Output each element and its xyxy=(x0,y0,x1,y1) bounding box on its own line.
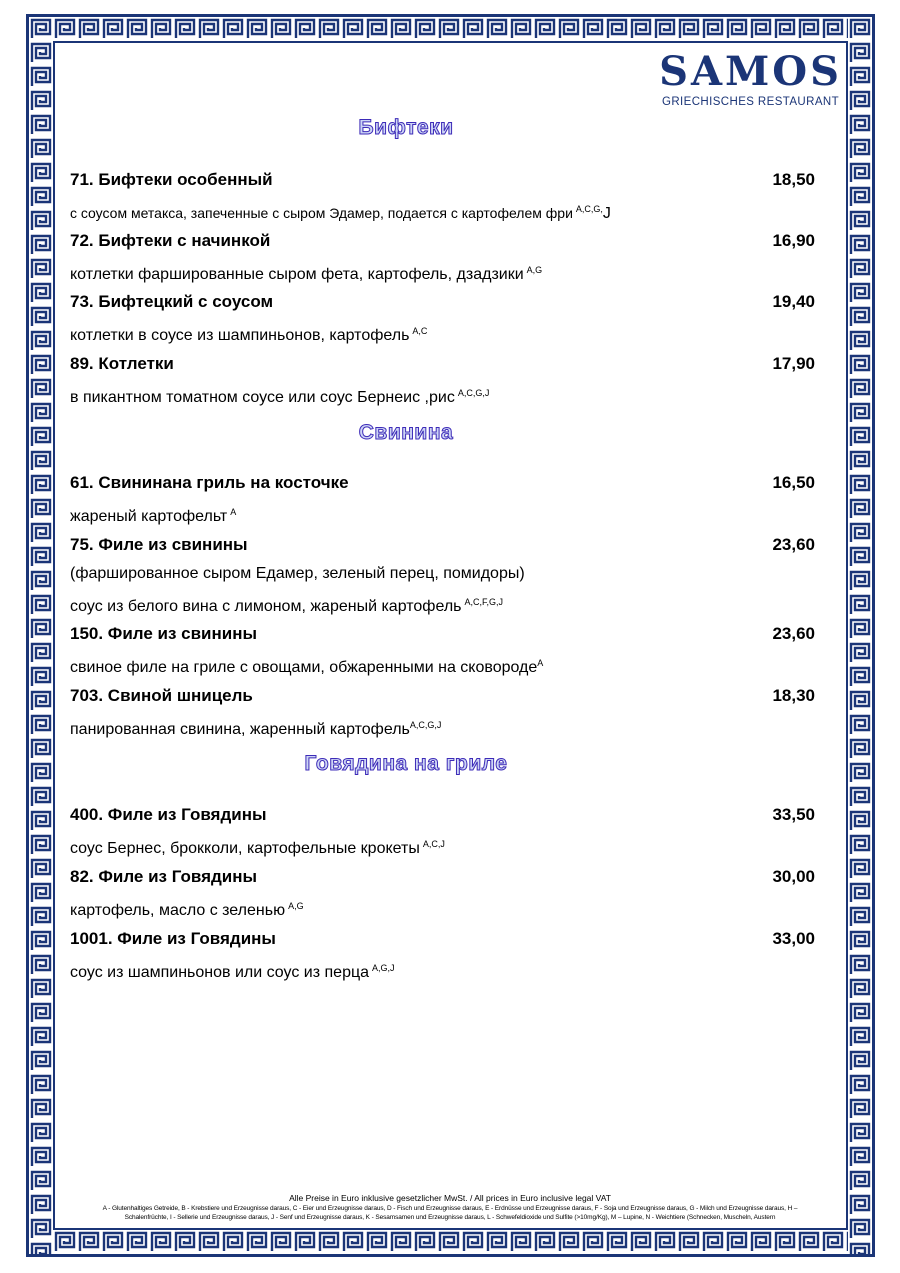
menu-item xyxy=(70,473,815,530)
item-name: 72. Бифтеки с начинкой xyxy=(70,231,271,250)
menu-item xyxy=(70,292,815,349)
allergen-codes: A xyxy=(230,507,237,517)
samos-logo xyxy=(659,48,842,108)
menu-item xyxy=(70,929,815,986)
allergen-codes: A,C,F,G,J xyxy=(464,597,504,607)
section-heading-biftek: Бифтеки xyxy=(358,116,454,139)
menu-item xyxy=(70,170,815,227)
menu-item xyxy=(70,805,815,862)
meander-band-right xyxy=(848,17,872,1254)
allergen-codes: A xyxy=(537,658,544,668)
item-price: 16,90 xyxy=(772,231,815,250)
item-name: 703. Свиной шницель xyxy=(70,686,253,705)
item-description: в пикантном томатном соусе или соус Бернеис ,рис $^{A,C,G,J}$ xyxy=(70,388,490,406)
item-description: котлетки фаршированные сыром фета, картофель, дзадзики $^{A,G}$ xyxy=(70,265,543,283)
meander-band-top xyxy=(29,17,872,41)
item-name: 150. Филе из свинины xyxy=(70,624,258,643)
menu-item xyxy=(70,686,815,743)
meander-band-left xyxy=(29,17,53,1254)
item-price: 30,00 xyxy=(772,867,815,886)
menu-item xyxy=(70,535,815,620)
item-name: 73. Бифтецкий с соусом xyxy=(70,292,274,311)
allergen-codes: A,C,J xyxy=(422,839,445,849)
item-price: 19,40 xyxy=(772,292,815,311)
item-description: котлетки в соусе из шампиньонов, картофель $^{A,C}$ xyxy=(70,326,428,344)
logo-subtitle: GRIECHISCHES RESTAURANT xyxy=(662,96,840,108)
item-name: 400. Филе из Говядины xyxy=(70,805,267,824)
item-name: 75. Филе из свинины xyxy=(70,535,248,554)
item-price: 16,50 xyxy=(772,473,815,492)
item-description: соус из шампиньонов или соус из перца $^{A,G,J}$ xyxy=(70,963,395,981)
allergen-codes: A,G,J xyxy=(372,963,395,973)
item-description: жареный картофельт $^A$ xyxy=(70,507,237,525)
item-description: картофель, масло с зеленью $^{A,G}$ xyxy=(70,901,304,919)
allergen-codes: A,C xyxy=(412,326,428,336)
item-name: 89. Котлетки xyxy=(70,354,174,373)
item-price: 18,50 xyxy=(772,170,815,189)
allergen-codes: A,C,G,J xyxy=(457,388,490,398)
footer-notes xyxy=(60,1193,840,1222)
menu-item xyxy=(70,867,815,924)
section-heading-pork: Свинина xyxy=(358,421,454,444)
allergen-codes: A,G xyxy=(288,901,304,911)
item-price: 23,60 xyxy=(772,535,815,554)
item-price: 33,00 xyxy=(772,929,815,948)
allergen-codes: A,C,G,J xyxy=(409,720,442,730)
item-price: 18,30 xyxy=(772,686,815,705)
item-price: 33,50 xyxy=(772,805,815,824)
menu-item xyxy=(70,354,815,411)
allergen-codes: A,C,G, xyxy=(575,204,603,214)
item-price: 23,60 xyxy=(772,624,815,643)
menu-item xyxy=(70,624,815,681)
menu-item xyxy=(70,231,815,288)
allergen-codes: A,G xyxy=(526,265,543,275)
item-name: 71. Бифтеки особенный xyxy=(70,170,273,189)
allergen-codes-tail: J xyxy=(602,205,611,222)
allergen-legend-line-2: Schalenfrüchte, I - Sellerie und Erzeugnisse daraus, J - Senf und Erzeugnisse daraus, K - Sesamsamen und Erzeugnisse daraus, L - Schwefeldioxide und Sulfite (>10mg/Kg), M – Lupine, N - Weichtiere (Schnecken, Muscheln, Austern xyxy=(124,1214,776,1221)
item-price: 17,90 xyxy=(772,354,815,373)
item-description: соус Бернес, брокколи, картофельные крокеты $^{A,C,J}$ xyxy=(70,839,445,857)
meander-band-bottom xyxy=(29,1230,872,1254)
item-description: панированная свинина, жаренный картофель$^{A,C,G,J}$ xyxy=(70,720,442,738)
item-description: с соусом метакса, запеченные с сыром Эдамер, подается с картофелем фри $^{A,C,G,}$J xyxy=(70,204,611,222)
section-heading-beef: Говядина на гриле xyxy=(304,752,508,775)
item-description-line-2: соус из белого вина с лимоном, жареный картофель $^{A,C,F,G,J}$ xyxy=(70,597,504,615)
vat-note: Alle Preise in Euro inklusive gesetzlicher MwSt. / All prices in Euro inclusive legal VAT xyxy=(289,1193,611,1203)
allergen-legend-line-1: A - Glutenhaltiges Getreide, B - Krebstiere und Erzeugnisse daraus, C - Eier und Erzeugnisse daraus, D - Fisch und Erzeugnisse daraus, E - Erdnüsse und Erzeugnisse daraus, F - Soja und Erzeugnisse daraus, G - Milch und Erzeugnisse daraus, H – xyxy=(102,1205,798,1212)
item-name: 82. Филе из Говядины xyxy=(70,867,258,886)
item-description-line-1: (фаршированное сыром Едамер, зеленый перец, помидоры) xyxy=(70,565,525,582)
logo-title: SAMOS xyxy=(659,48,842,95)
item-name: 61. Свининана гриль на косточке xyxy=(70,473,349,492)
item-name: 1001. Филе из Говядины xyxy=(70,929,276,948)
item-description: свиное филе на гриле с овощами, обжаренными на сковороде$^A$ xyxy=(70,658,544,676)
